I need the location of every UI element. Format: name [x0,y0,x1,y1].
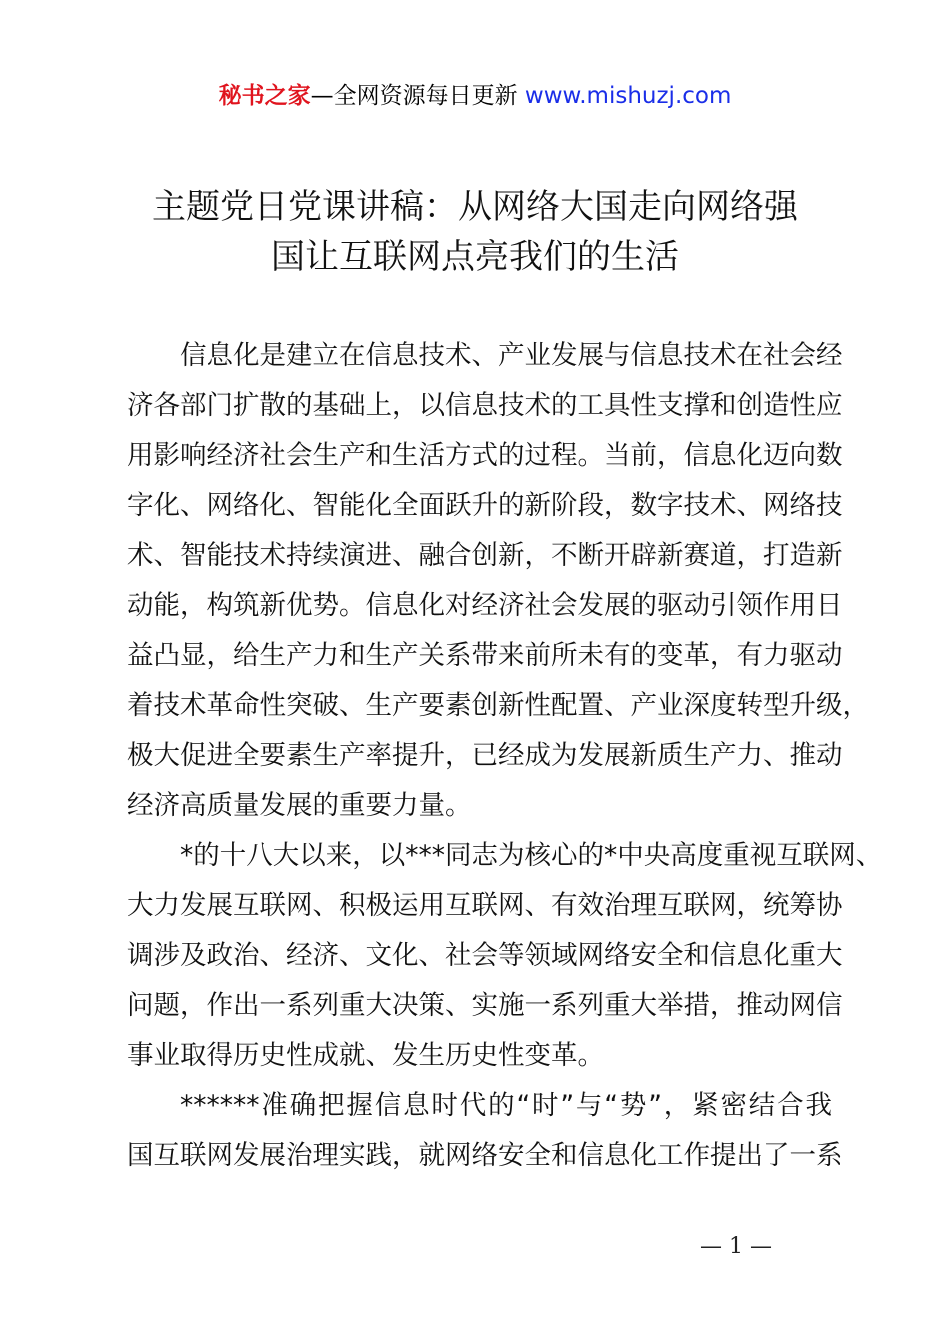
text-line: *的十八大以来，以***同志为核心的*中央高度重视互联网、 [180,840,883,871]
text-line: 极大促进全要素生产率提升，已经成为发展新质生产力、推动 [127,740,843,771]
text-line: 问题，作出一系列重大决策、实施一系列重大举措，推动网信 [127,990,843,1021]
site-url-link[interactable]: www.mishuzj.com [524,83,732,109]
text-line: 动能，构筑新优势。信息化对经济社会发展的驱动引领作用日 [127,590,843,621]
paragraph [127,331,869,831]
document-body [127,331,883,1181]
text-line: 术、智能技术持续演进、融合创新，不断开辟新赛道，打造新 [127,540,843,571]
page-number: — 1 — [700,1234,772,1259]
brand-name: 秘书之家 [218,83,311,109]
document-title [100,182,850,282]
text-line: 益凸显，给生产力和生产关系带来前所未有的变革，有力驱动 [127,640,843,671]
text-line: 国互联网发展治理实践，就网络安全和信息化工作提出了一系 [127,1140,843,1171]
text-line: 调涉及政治、经济、文化、社会等领域网络安全和信息化重大 [127,940,843,971]
text-line: 济各部门扩散的基础上，以信息技术的工具性支撑和创造性应 [127,390,843,421]
site-header [0,80,950,112]
text-line: 信息化是建立在信息技术、产业发展与信息技术在社会经 [180,340,843,371]
text-line: 经济高质量发展的重要力量。 [127,790,472,821]
text-line: 用影响经济社会生产和生活方式的过程。当前，信息化迈向数 [127,440,843,471]
header-dash: — [310,83,334,109]
text-line: 着技术革命性突破、生产要素创新性配置、产业深度转型升级， [127,690,869,721]
text-line: 事业取得历史性成就、发生历史性变革。 [127,1040,604,1071]
header-tagline: 全网资源每日更新 [333,83,518,109]
paragraph [127,831,883,1081]
title-line: 主题党日党课讲稿：从网络大国走向网络强 [152,187,798,227]
text-line: 大力发展互联网、积极运用互联网、有效治理互联网，统筹协 [127,890,843,921]
title-line: 国让互联网点亮我们的生活 [271,237,679,277]
text-line: ******准确把握信息时代的“时”与“势”，紧密结合我 [180,1090,832,1121]
text-line: 字化、网络化、智能化全面跃升的新阶段，数字技术、网络技 [127,490,843,521]
paragraph [127,1081,843,1181]
